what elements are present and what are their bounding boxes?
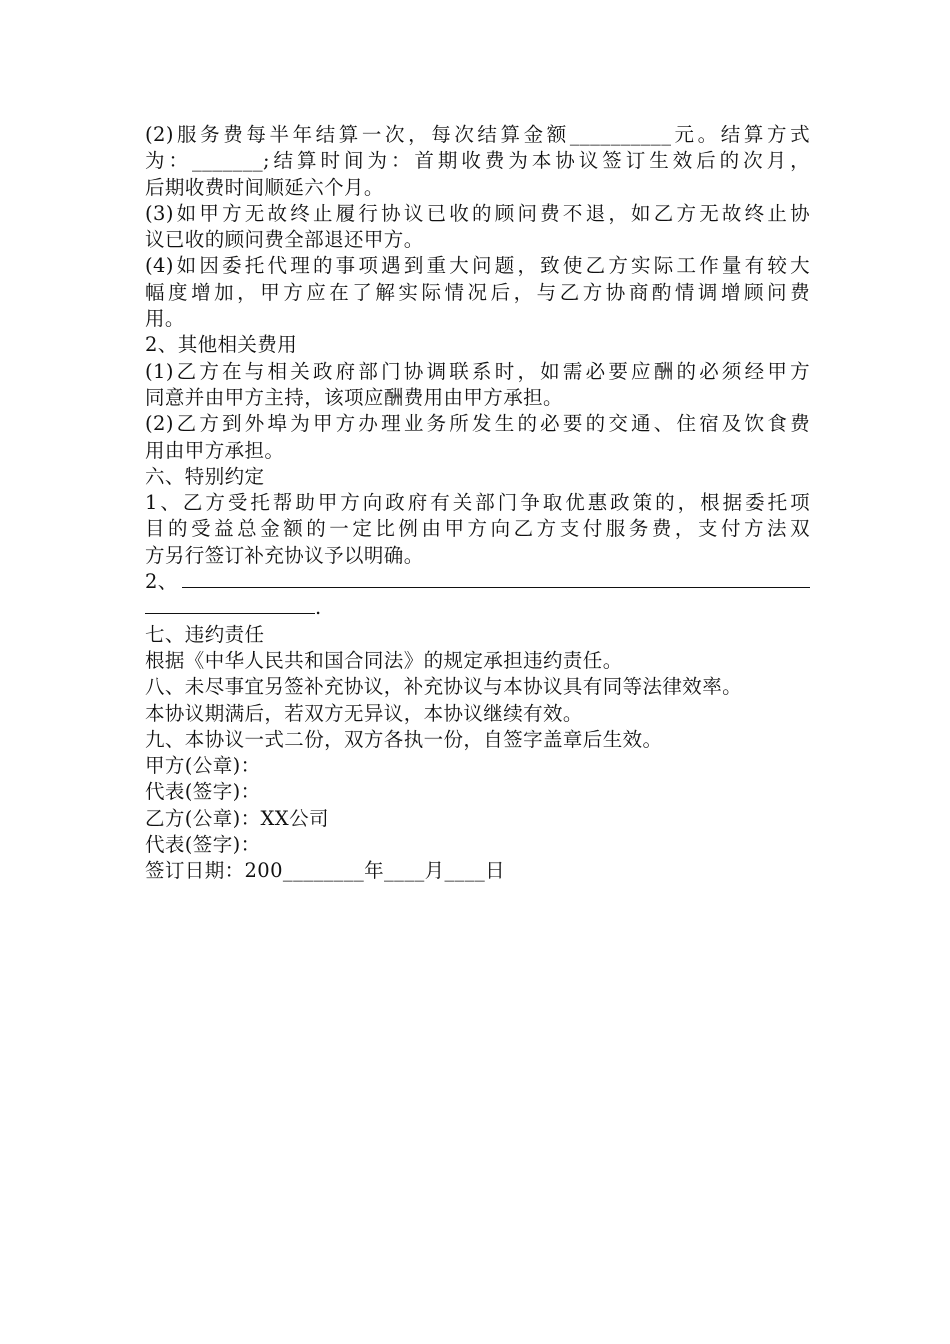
- text-line: (2)服务费每半年结算一次，每次结算金额__________元。结算方式: [145, 123, 810, 146]
- text-line: (4)如因委托代理的事项遇到重大问题，致使乙方实际工作量有较大: [145, 254, 810, 278]
- text-line: 用由甲方承担。: [145, 438, 285, 462]
- text-line: 同意并由甲方主持，该项应酬费用由甲方承担。: [145, 385, 563, 409]
- section-heading: 六、特别约定: [145, 464, 265, 488]
- document-page: [145, 122, 810, 885]
- party-a-seal: 甲方(公章)：: [145, 754, 261, 778]
- text-line: 方另行签订补充协议予以明确。: [145, 543, 424, 567]
- party-b-seal: 乙方(公章)：XX公司: [145, 806, 329, 830]
- text-line: 议已收的顾问费全部退还甲方。: [145, 228, 424, 252]
- section-heading: 八、未尽事宜另签补充协议，补充协议与本协议具有同等法律效率。: [145, 675, 743, 699]
- item-2-blank-line-end: [145, 595, 810, 621]
- text-line: (3)如甲方无故终止履行协议已收的顾问费不退，如乙方无故终止协: [145, 201, 810, 225]
- text-line: 本协议期满后，若双方无异议，本协议继续有效。: [145, 701, 583, 725]
- party-a-representative: 代表(签字)：: [145, 780, 261, 804]
- section-heading: 2、其他相关费用: [145, 333, 298, 357]
- section-heading: 七、违约责任: [145, 622, 265, 646]
- blank-underline: [145, 595, 315, 614]
- item-2-blank-line: [145, 569, 810, 595]
- item-2-end: .: [315, 596, 322, 620]
- party-b-representative: 代表(签字)：: [145, 833, 261, 857]
- text-line: 用。: [145, 307, 185, 331]
- text-line: 幅度增加，甲方应在了解实际情况后，与乙方协商酌情调增顾问费: [145, 280, 810, 304]
- section-heading: 九、本协议一式二份，双方各执一份，自签字盖章后生效。: [145, 727, 663, 751]
- signing-date: 签订日期：200________年____月____日: [145, 859, 506, 883]
- blank-underline: [182, 569, 810, 588]
- text-line: 为：_______;结算时间为：首期收费为本协议签订生效后的次月，: [145, 149, 810, 173]
- text-line: (2)乙方到外埠为甲方办理业务所发生的必要的交通、住宿及饮食费: [145, 412, 810, 436]
- text-line: (1)乙方在与相关政府部门协调联系时，如需必要应酬的必须经甲方: [145, 359, 810, 383]
- text-line: 根据《中华人民共和国合同法》的规定承担违约责任。: [145, 648, 623, 672]
- item-2-label: 2、: [145, 570, 178, 594]
- text-line: 1、乙方受托帮助甲方向政府有关部门争取优惠政策的，根据委托项: [145, 491, 810, 515]
- text-line: 目的受益总金额的一定比例由甲方向乙方支付服务费，支付方法双: [145, 517, 810, 541]
- text-line: 后期收费时间顺延六个月。: [145, 175, 384, 199]
